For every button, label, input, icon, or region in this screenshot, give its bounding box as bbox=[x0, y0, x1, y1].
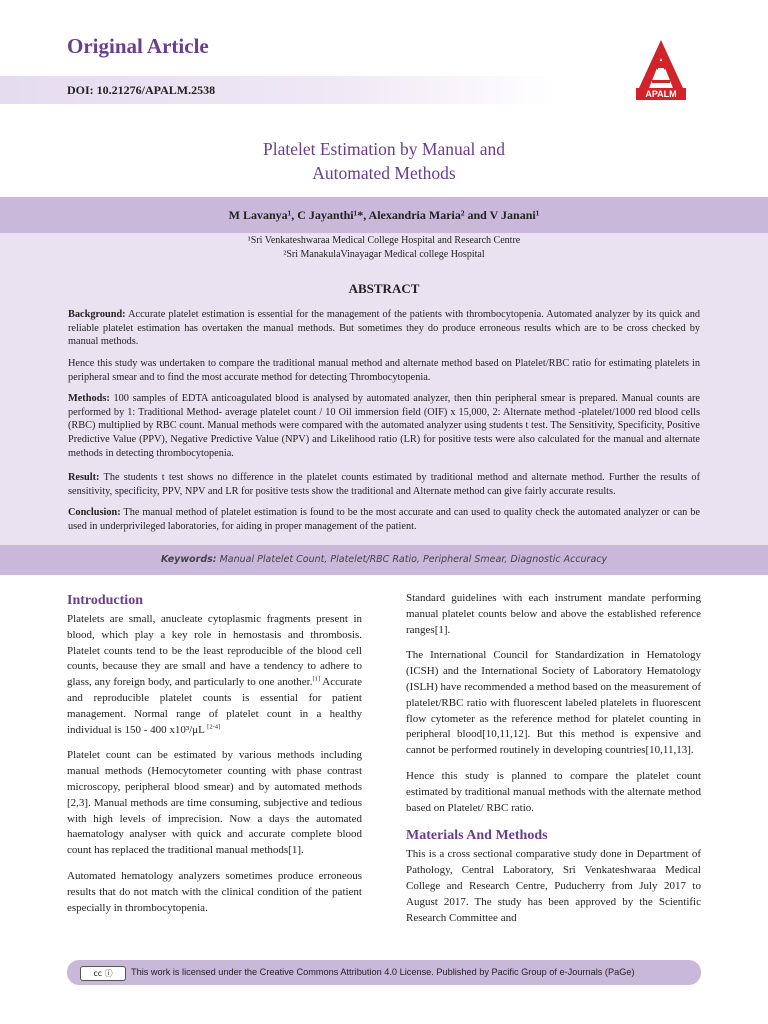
cc-license-icon[interactable]: cc ⓘ bbox=[80, 966, 126, 981]
abstract-background-label: Background: bbox=[68, 309, 126, 320]
materials-methods-heading: Materials And Methods bbox=[406, 828, 548, 844]
paper-title bbox=[0, 137, 768, 185]
author-list: M Lavanya¹, C Jayanthi¹*, Alexandria Maria² and V Janani¹ bbox=[228, 208, 540, 222]
introduction-heading: Introduction bbox=[67, 593, 143, 608]
abstract-conclusion-label: Conclusion: bbox=[68, 507, 121, 518]
intro-p1-text-b: Accurate and reproducible platelet counts is essential for patient management. Normal range of platelet count in a healthy individual is 150 - 400 x10³/μL bbox=[67, 676, 362, 736]
right-paragraph-1: Standard guidelines with each instrument mandate performing manual platelet counts below and above the established reference ranges[1]. bbox=[406, 592, 701, 636]
right-paragraph-4: This is a cross sectional comparative study done in Department of Pathology, Central Laboratory, Sri Venkateshwaraa Medical College and Research Centre, Puducherry from July 2017 to August 2017. The study has been approved by the Scientific Research Committee and bbox=[406, 848, 701, 924]
citation-1: [1] bbox=[312, 675, 321, 683]
abstract-methods bbox=[68, 392, 700, 461]
intro-p1-text-a: Platelets are small, anucleate cytoplasmic fragments present in blood, which play a key role in hemostasis and thrombosis. Platelet counts tend to be the least reproducible of the blood cell counts, because they are small and have a tendency to adhere to glass, any foreign body, and particularly to one another. bbox=[67, 613, 362, 689]
affiliation-1: ¹Sri Venkateshwaraa Medical College Hospital and Research Centre bbox=[247, 235, 521, 246]
abstract-methods-text: 100 samples of EDTA anticoagulated blood is analysed by automated analyzer, then thin peripheral smear is prepared. Manual counts are performed by 1: Traditional Method- average platelet count / 10 Oil immersion field (OIF) x 15,000, 2: Alternate method -platelet/1000 red blood cells (RBC) multiplied by RBC count. Manual methods were compared with the automated analyzer using students t test. The Sensitivity, Specificity, Positive Predictive Value (PPV), Negative Predictive Value (NPV) and Likelihood ratio (LR) for positive tests were also calculated for the manual and alternate methods in detecting thrombocytopenia. bbox=[68, 393, 700, 459]
abstract-background bbox=[68, 308, 700, 349]
left-column bbox=[67, 591, 362, 926]
keywords-label: Keywords: bbox=[160, 554, 217, 565]
keywords-text: Manual Platelet Count, Platelet/RBC Ratio, Peripheral Smear, Diagnostic Accuracy bbox=[216, 554, 608, 565]
right-paragraph-2: The International Council for Standardization in Hematology (ICSH) and the International Society of Laboratory Hematology (ISLH) have recommended a method based on the measurement of platelet/RBC ratio with fluorescent labeled platelets in fluorescent flow cytometer as the reference method for platelet counting in peripheral blood[10,11,12]. But this method is expensive and cannot be performed routinely in developing countries[10,11,13]. bbox=[406, 649, 701, 757]
abstract-background-2: Hence this study was undertaken to compare the traditional manual method and alternate method based on Platelet/RBC ratio for estimating platelets in peripheral smear and to find the most accurate method for detecting Thrombocytopenia. bbox=[68, 358, 700, 383]
abstract-result bbox=[68, 471, 700, 498]
abstract-methods-label: Methods: bbox=[68, 393, 110, 404]
abstract-background-text: Accurate platelet estimation is essential for the management of the patients with thrombocytopenia. Automated analyzer by its quick and reliable platelet estimation has overtaken the manual methods. But sometimes they do produce erroneous results which are to be cross checked by manual methods. bbox=[68, 309, 700, 348]
right-paragraph-3: Hence this study is planned to compare the platelet count estimated by traditional manual methods with the alternate method based on Platelet/ RBC ratio. bbox=[406, 769, 701, 814]
abstract-conclusion-text: The manual method of platelet estimation is found to be the most accurate and can used to quality check the automated analyzer or can be used in underprivileged laboratories, for aiding in proper management of the patient. bbox=[68, 507, 700, 532]
intro-paragraph-1 bbox=[67, 612, 362, 738]
abstract-conclusion bbox=[68, 506, 700, 533]
abstract-result-label: Result: bbox=[68, 472, 100, 483]
abstract-heading: ABSTRACT bbox=[348, 281, 420, 296]
apalm-logo-label: APALM bbox=[636, 88, 686, 100]
abstract-result-text: The students t test shows no difference in the platelet counts estimated by traditional method and alternate method. Further the results of sensitivity, specificity, PPV, NPV and LR for positive tests show the traditional and Alternate method can give fairly accurate results. bbox=[68, 472, 700, 497]
intro-paragraph-2: Platelet count can be estimated by various methods including manual methods (Hemocytometer counting with phase contrast microscopy, peripheral blood smear) and by automated methods [2,3]. Manual methods are time consuming, subjective and tedious with high levels of imprecision. Now a days the automated haematology analyser with quick and accurate complete blood count has replaced the traditional manual methods[1]. bbox=[67, 749, 362, 857]
citation-2-4: [2-4] bbox=[207, 722, 221, 730]
license-text: This work is licensed under the Creative Commons Attribution 4.0 License. Published by Pacific Group of e-Journals (PaGe) bbox=[131, 967, 635, 977]
doi-text: DOI: 10.21276/APALM.2538 bbox=[67, 83, 216, 97]
affiliation-2: ²Sri ManakulaVinayagar Medical college Hospital bbox=[283, 249, 485, 260]
paper-title-line-1: Platelet Estimation by Manual and bbox=[262, 139, 506, 159]
article-type-label: Original Article bbox=[67, 34, 209, 58]
right-column bbox=[406, 591, 701, 926]
keywords bbox=[0, 554, 768, 565]
paper-title-line-2: Automated Methods bbox=[312, 163, 456, 183]
intro-paragraph-3: Automated hematology analyzers sometimes produce erroneous results that do not match with the clinical condition of the patient especially in thrombocytopenia. bbox=[67, 869, 362, 914]
